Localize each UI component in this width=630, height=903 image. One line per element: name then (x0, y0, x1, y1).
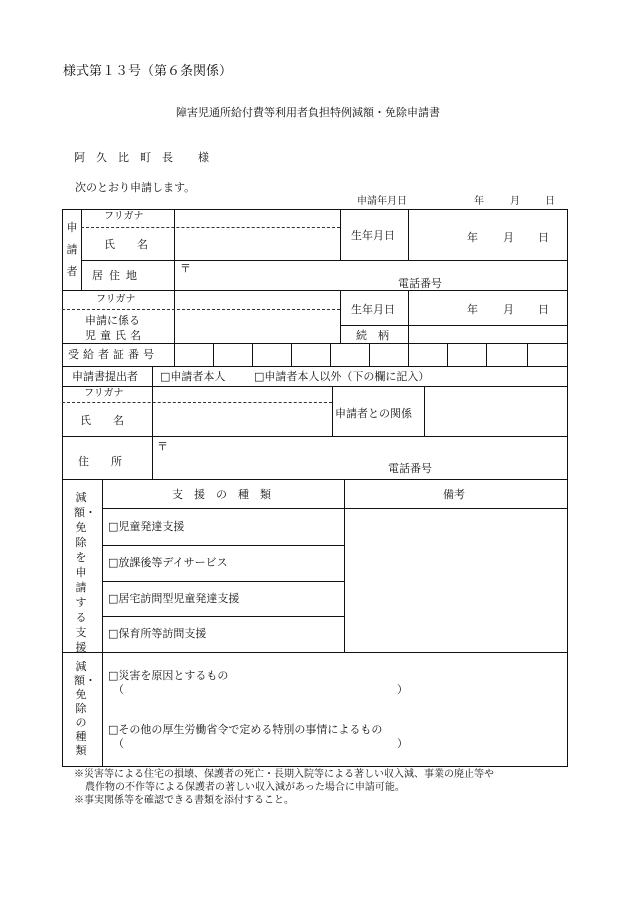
submitter-option-other[interactable]: □申請者本人以外（下の欄に記入） (254, 370, 430, 383)
kind-item-disaster-paren-close: ） (397, 683, 408, 696)
addressee-honorific: 様 (198, 151, 209, 164)
addressee-name: 阿 久 比 町 長 (74, 151, 173, 164)
kind-item-special-paren-close: ） (397, 737, 408, 750)
form-number: 様式第１３号（第６条関係） (63, 64, 233, 79)
note-line-1: ※災害等による住宅の損壊、保護者の死亡・長期入院等による著しい収入減、事業の廃止等や (74, 769, 494, 780)
support-item-after-school[interactable]: □放課後等デイサービス (108, 556, 228, 569)
support-item-nursery-visit[interactable]: □保育所等訪問支援 (108, 627, 207, 640)
child-furigana-label: フリガナ (96, 294, 136, 305)
applicant-address-label: 居住地 (92, 269, 143, 282)
applicant-phone-label: 電話番号 (398, 277, 442, 290)
child-dob-day: 日 (538, 303, 549, 316)
form-title: 障害児通所給付費等利用者負担特例減額・免除申請書 (176, 106, 440, 119)
support-item-home-visit[interactable]: □居宅訪問型児童発達支援 (108, 592, 240, 605)
submitter-postal-mark: 〒 (157, 440, 168, 453)
child-dob-label: 生年月日 (351, 303, 395, 316)
submitter-option-self[interactable]: □申請者本人 (160, 370, 226, 383)
support-header-notes: 備考 (443, 488, 465, 501)
applicant-dob-label: 生年月日 (351, 229, 395, 242)
recipient-number-label: 受給者証番号 (68, 348, 158, 361)
applicant-dob-year: 年 (467, 231, 478, 244)
intro-text: 次のとおり申請します。 (75, 181, 196, 194)
kind-item-disaster[interactable]: □災害を原因とするもの (108, 669, 229, 682)
submitter-label: 申請書提出者 (72, 370, 138, 383)
submitter-address-label: 住 所 (78, 455, 122, 468)
support-side-label: 減額・免除を申請する支援 (74, 491, 96, 654)
application-date-month: 月 (510, 196, 520, 207)
child-dob-year: 年 (467, 303, 478, 316)
applicant-dob-day: 日 (538, 231, 549, 244)
applicant-postal-mark: 〒 (180, 262, 191, 275)
applicant-name-label: 氏 名 (104, 238, 148, 251)
note-line-2: 農作物の不作等による保護者の著しい収入減があった場合に申請可能。 (85, 782, 405, 793)
application-date-day: 日 (545, 196, 555, 207)
submitter-relation-label: 申請者との関係 (335, 407, 412, 420)
kind-item-special-paren-open: （ (113, 737, 124, 750)
kind-item-special[interactable]: □その他の厚生労働省令で定める特別の事情によるもの (108, 723, 383, 736)
kind-side-label: 減額・免除の種類 (74, 660, 96, 757)
support-item-child-development[interactable]: □児童発達支援 (108, 520, 185, 533)
child-label-line2: 児童氏名 (85, 329, 145, 342)
note-line-3: ※事実関係等を確認できる書類を添付すること。 (74, 795, 294, 806)
submitter-furigana-label: フリガナ (84, 388, 124, 399)
application-date-label: 申請年月日 (357, 196, 407, 207)
child-relationship-label: 続 柄 (356, 329, 389, 342)
form-table (62, 209, 568, 767)
support-header-type: 支 援 の 種 類 (172, 488, 271, 501)
submitter-phone-label: 電話番号 (388, 462, 432, 475)
child-label-line1: 申請に係る (85, 314, 140, 327)
kind-item-disaster-paren-open: （ (113, 683, 124, 696)
submitter-name-label: 氏 名 (80, 414, 124, 427)
applicant-furigana-label: フリガナ (104, 211, 144, 222)
applicant-side-label: 申請者 (66, 221, 78, 278)
application-date-year: 年 (474, 196, 484, 207)
child-dob-month: 月 (503, 303, 514, 316)
applicant-dob-month: 月 (503, 231, 514, 244)
